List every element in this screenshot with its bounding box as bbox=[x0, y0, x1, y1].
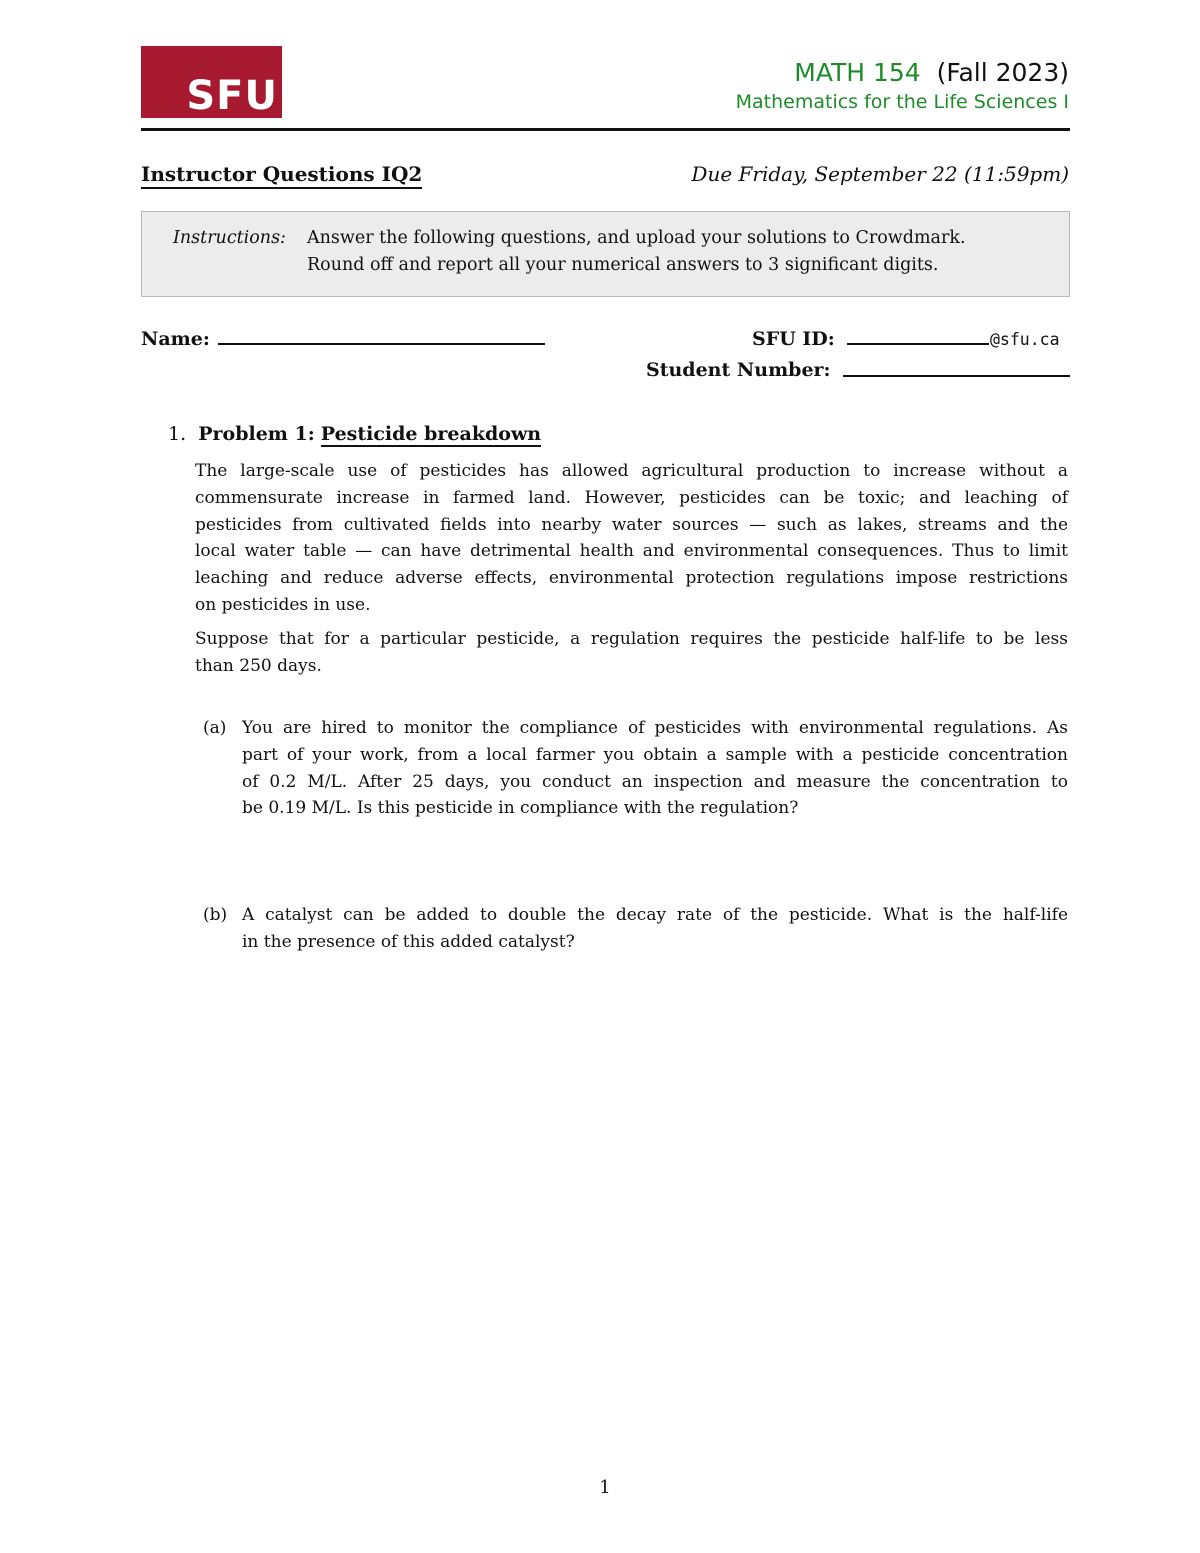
due-date: Due Friday, September 22 (11:59pm) bbox=[691, 162, 1069, 186]
name-field[interactable] bbox=[218, 343, 545, 345]
text-line: The large-scale use of pesticides has allowed agricultural production to increase without a bbox=[195, 461, 1068, 481]
problem-regulation-paragraph bbox=[195, 626, 1068, 680]
text-line: commensurate increase in farmed land. However, pesticides can be toxic; and leaching of bbox=[195, 487, 1068, 508]
student-number-label: Student Number: bbox=[646, 359, 831, 381]
text-line: local water table — can have detrimental health and environmental consequences. Thus to limit bbox=[195, 541, 1068, 562]
text-line: leaching and reduce adverse effects, environmental protection regulations impose restrictions bbox=[195, 568, 1068, 589]
sfu-logo bbox=[141, 46, 282, 118]
course-term: (Fall 2023) bbox=[936, 58, 1069, 87]
sfu-id-suffix: @sfu.ca bbox=[990, 330, 1060, 349]
course-title bbox=[794, 56, 1069, 90]
instructions-label: Instructions: bbox=[173, 228, 286, 248]
text-line: Suppose that for a particular pesticide, a regulation requires the pesticide half-life to be less bbox=[195, 629, 1068, 649]
part-a-label: (a) bbox=[203, 718, 227, 738]
course-code: MATH 154 bbox=[794, 58, 921, 87]
sfu-id-label: SFU ID: bbox=[752, 328, 835, 350]
problem-number: 1. bbox=[168, 423, 187, 445]
problem-intro-paragraph bbox=[195, 458, 1068, 619]
assignment-title: Instructor Questions IQ2 bbox=[141, 161, 422, 189]
part-b-text bbox=[242, 902, 1068, 956]
problem-title: Problem 1: bbox=[198, 423, 315, 445]
text-line: pesticides from cultivated fields into nearby water sources — such as lakes, streams and the bbox=[195, 514, 1068, 535]
part-b-label: (b) bbox=[203, 905, 228, 925]
text-line: than 250 days. bbox=[195, 655, 322, 676]
page-number: 1 bbox=[599, 1477, 611, 1498]
course-name: Mathematics for the Life Sciences I bbox=[735, 91, 1069, 113]
name-label: Name: bbox=[141, 328, 210, 350]
sfu-logo-text: SFU bbox=[186, 73, 278, 119]
sfu-id-field[interactable] bbox=[847, 343, 989, 345]
text-line: in the presence of this added catalyst? bbox=[242, 931, 575, 952]
text-line: part of your work, from a local farmer you obtain a sample with a pesticide concentration bbox=[242, 744, 1068, 765]
student-number-field[interactable] bbox=[843, 375, 1070, 377]
problem-topic: Pesticide breakdown bbox=[320, 423, 542, 445]
text-line: of 0.2 M/L. After 25 days, you conduct an inspection and measure the concentration to bbox=[242, 771, 1068, 792]
header-divider bbox=[141, 128, 1070, 131]
text-line: A catalyst can be added to double the decay rate of the pesticide. What is the half-life bbox=[242, 905, 1068, 925]
instructions-line-2: Round off and report all your numerical answers to 3 significant digits. bbox=[307, 255, 939, 275]
problem-heading bbox=[168, 421, 541, 447]
text-line: on pesticides in use. bbox=[195, 594, 371, 615]
text-line: be 0.19 M/L. Is this pesticide in compliance with the regulation? bbox=[242, 798, 799, 819]
part-a-text bbox=[242, 715, 1068, 822]
instructions-line-1: Answer the following questions, and upload your solutions to Crowdmark. bbox=[307, 228, 966, 248]
instructions-box bbox=[141, 211, 1070, 297]
text-line: You are hired to monitor the compliance of pesticides with environmental regulations. As bbox=[242, 718, 1068, 738]
